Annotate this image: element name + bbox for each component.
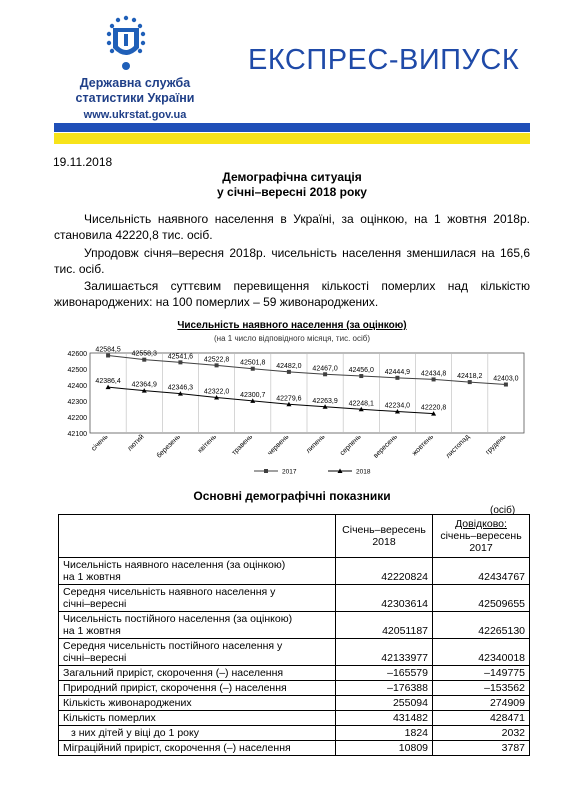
y-tick-label: 42600	[67, 351, 87, 358]
flag-band-yellow	[54, 133, 530, 144]
header-2017-period: січень–вересень 2017	[440, 530, 522, 554]
row-label-line2: січні–вересні	[63, 652, 127, 664]
row-label-line1: Кількість померлих	[63, 712, 156, 724]
legend-label-2018: 2018	[356, 468, 371, 476]
document-title-line2: у січні–вересні 2018 року	[217, 185, 367, 199]
flag-band-blue	[54, 123, 530, 132]
table-body	[59, 558, 530, 756]
row-label	[59, 741, 336, 756]
row-label	[59, 639, 336, 666]
data-label-2018: 42364,9	[131, 381, 157, 389]
x-tick-label: травень	[230, 433, 255, 457]
x-tick-label: червень	[266, 433, 291, 458]
y-tick-label: 42500	[67, 367, 87, 374]
row-label	[59, 726, 336, 741]
x-tick-label: березень	[155, 433, 182, 460]
x-tick-label: квітень	[196, 433, 218, 455]
row-label-line1: Середня чисельність наявного населення у	[63, 586, 276, 598]
table-row	[59, 612, 530, 639]
point-2017	[432, 377, 436, 381]
row-label-line2: на 1 жовтня	[63, 571, 121, 583]
value-v2018: –176388	[336, 681, 433, 696]
value-v2017: 274909	[433, 696, 530, 711]
x-tick-label: лютий	[126, 433, 146, 453]
point-2017	[251, 367, 255, 371]
value-v2018: 42303614	[336, 585, 433, 612]
data-label-2017: 42467,0	[312, 365, 338, 373]
row-label	[59, 612, 336, 639]
row-label	[59, 558, 336, 585]
data-label-2017: 42482,0	[276, 362, 302, 370]
value-v2017: 42265130	[433, 612, 530, 639]
x-tick-label: грудень	[484, 433, 508, 457]
header-2017	[433, 515, 530, 558]
data-label-2018: 42386,4	[95, 378, 121, 386]
point-2017	[215, 363, 219, 367]
value-v2017: 42434767	[433, 558, 530, 585]
data-label-2017: 42444,9	[384, 368, 411, 376]
chart-subtitle: (на 1 число відповідного місяця, тис. осіб)	[214, 334, 370, 343]
y-tick-label: 42400	[67, 383, 87, 390]
row-label-line1: Загальний приріст, скорочення (–) населення	[63, 667, 284, 679]
table-title: Основні демографічні показники	[193, 489, 391, 503]
value-v2017: 2032	[433, 726, 530, 741]
x-tick-label: листопад	[444, 433, 472, 460]
point-2017	[504, 383, 508, 387]
value-v2017: –149775	[433, 666, 530, 681]
data-label-2017: 42501,8	[240, 359, 266, 367]
table-row	[59, 558, 530, 585]
data-label-2018: 42300,7	[240, 391, 266, 399]
row-label	[59, 711, 336, 726]
row-label-line1: Природний приріст, скорочення (–) населення	[63, 682, 287, 694]
release-date: 19.11.2018	[53, 155, 113, 169]
point-2017	[106, 353, 110, 357]
table-row	[59, 726, 530, 741]
row-label-line2: на 1 жовтня	[63, 625, 121, 637]
x-tick-label: серпень	[338, 433, 363, 458]
header-empty-cell	[59, 515, 336, 558]
table-row	[59, 585, 530, 612]
value-v2018: 42220824	[336, 558, 433, 585]
header-2018: Січень–вересень 2018	[336, 515, 433, 558]
document-title-line1: Демографічна ситуація	[222, 170, 362, 184]
data-label-2018: 42248,1	[348, 400, 374, 408]
data-label-2018: 42263,9	[312, 397, 338, 405]
org-name-line2: статистики України	[75, 91, 195, 105]
x-tick-label: вересень	[372, 433, 399, 460]
table-row	[59, 741, 530, 756]
data-label-2018: 42279,6	[276, 395, 302, 403]
x-tick-label: липень	[305, 433, 327, 455]
ukrstat-logo-icon	[104, 14, 148, 74]
org-name-line1: Державна служба	[79, 76, 191, 90]
row-label-line1: Кількість живонароджених	[63, 697, 192, 709]
value-v2018: 255094	[336, 696, 433, 711]
value-v2018: 1824	[336, 726, 433, 741]
y-tick-label: 42300	[67, 399, 87, 406]
paragraph-population: Чисельність наявного населення в Україні, за оцінкою, на 1 жовтня 2018р. становила 42220,8 тис. осіб.	[54, 212, 530, 242]
point-2017	[468, 380, 472, 384]
data-label-2018: 42322,0	[203, 388, 230, 396]
value-v2018: 10809	[336, 741, 433, 756]
table-row	[59, 666, 530, 681]
legend-label-2017: 2017	[282, 468, 297, 476]
value-v2018: –165579	[336, 666, 433, 681]
chart-title: Чисельність наявного населення (за оцінкою)	[177, 320, 407, 331]
row-label	[59, 696, 336, 711]
data-label-2017: 42558,3	[131, 350, 157, 358]
table-row	[59, 681, 530, 696]
data-label-2017: 42456,0	[348, 367, 374, 375]
point-2017	[178, 360, 182, 364]
data-label-2017: 42584,5	[95, 346, 121, 354]
value-v2017: 42340018	[433, 639, 530, 666]
legend-marker-2017	[264, 469, 268, 473]
population-line-chart	[54, 343, 530, 483]
demographic-indicators-table	[58, 514, 530, 756]
row-label-line2: січні–вересні	[63, 598, 127, 610]
point-2017	[142, 358, 146, 362]
table-header-row	[59, 515, 530, 558]
data-label-2017: 42522,8	[203, 356, 230, 364]
value-v2017: 3787	[433, 741, 530, 756]
data-label-2018: 42346,3	[167, 384, 194, 392]
row-label-line1: Чисельність наявного населення (за оцінкою)	[63, 559, 286, 571]
paragraph-decrease: Упродовж січня–вересня 2018р. чисельність населення зменшилася на 165,6 тис. осіб.	[54, 246, 530, 276]
website-link[interactable]: www.ukrstat.gov.ua	[83, 109, 187, 121]
row-label-line1: Середня чисельність постійного населення у	[63, 640, 283, 652]
table-row	[59, 639, 530, 666]
data-label-2018: 42234,0	[384, 402, 411, 410]
express-release-title: ЕКСПРЕС-ВИПУСК	[248, 44, 520, 76]
x-tick-label: січень	[90, 433, 110, 453]
table-row	[59, 711, 530, 726]
y-tick-label: 42100	[67, 431, 87, 438]
data-label-2017: 42541,6	[167, 353, 194, 361]
value-v2017: 428471	[433, 711, 530, 726]
data-label-2017: 42434,8	[420, 370, 447, 378]
y-tick-label: 42200	[67, 415, 87, 422]
value-v2018: 431482	[336, 711, 433, 726]
row-label	[59, 666, 336, 681]
row-label-line1: Міграційний приріст, скорочення (–) населення	[63, 742, 291, 754]
value-v2017: –153562	[433, 681, 530, 696]
header-2017-reference: Довідково:	[455, 518, 507, 530]
value-v2018: 42051187	[336, 612, 433, 639]
data-label-2017: 42403,0	[493, 375, 519, 383]
point-2017	[287, 370, 291, 374]
value-v2018: 42133977	[336, 639, 433, 666]
paragraph-deaths-births: Залишається суттєвим перевищення кількості померлих над кількістю живонароджених: на 100 померлих – 59 живонароджених.	[54, 279, 530, 309]
value-v2017: 42509655	[433, 585, 530, 612]
x-tick-label: жовтень	[411, 433, 435, 458]
table-unit: (осіб)	[490, 505, 516, 516]
row-label-line1: з них дітей у віці до 1 року	[71, 727, 199, 739]
table-row	[59, 696, 530, 711]
row-label	[59, 585, 336, 612]
row-label	[59, 681, 336, 696]
data-label-2018: 42220,8	[420, 404, 447, 412]
data-label-2017: 42418,2	[457, 373, 483, 381]
point-2017	[395, 376, 399, 380]
row-label-line1: Чисельність постійного населення (за оцінкою)	[63, 613, 293, 625]
point-2017	[359, 374, 363, 378]
point-2017	[323, 372, 327, 376]
